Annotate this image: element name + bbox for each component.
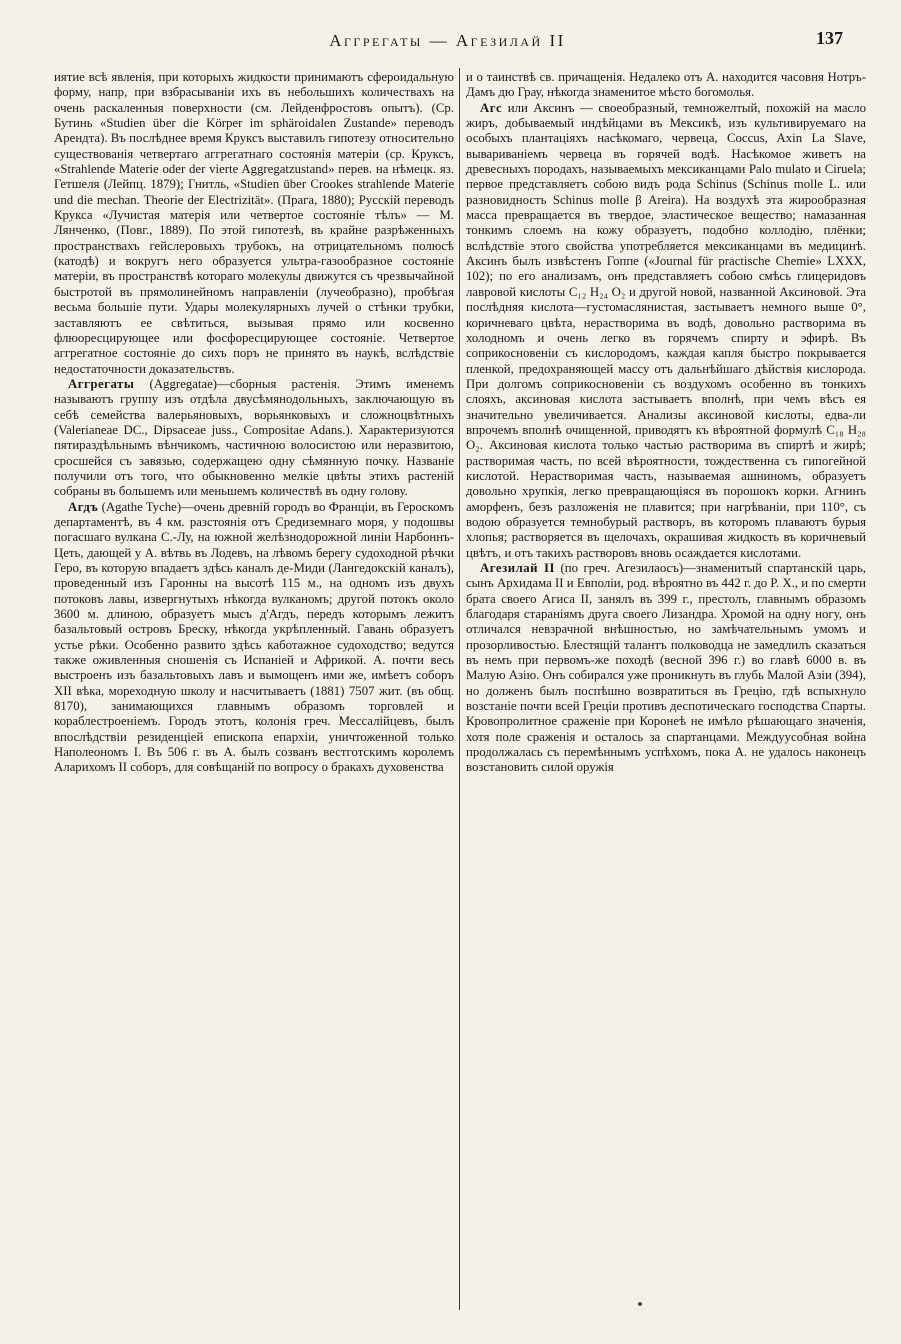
headword: Агс [480,100,503,115]
page-number: 137 [816,28,843,48]
right-column [466,70,866,1320]
page-header [52,24,843,58]
entry-text: (по греч. Агезилаосъ)—знаменитый спартанскій царь, сынъ Архидама II и Евполіи, род. вѣроятно въ 442 г. до Р. Х., и по смерти брата своего Агиса II, занялъ въ 399 г., престолъ, главнымъ образомъ благодаря стараніямъ друга своего Лизандра. Хромой на одну ногу, онъ отличался невзрачной внѣшностью, но замѣчательнымъ умомъ и прозорливостью. Блестящій талантъ полководца не замедлилъ сказаться въ немъ при первомъ-же походѣ (весной 396 г.) во главѣ 6000 в. въ Малую Азію. Онъ собирался уже проникнуть въ глубь Малой Азіи (394), но долженъ былъ поспѣшно возвратиться въ Грецію, гдѣ вспыхнуло возстаніе почти всей Греціи противъ деспотическаго господства Спарты. Кровопролитное сраженіе при Коронеѣ не имѣло рѣшающаго значенія, хотя поле сраженія и осталось за спартанцами. Междуусобная война продолжалась съ перемѣннымъ успѣхомъ, пока А. не удалось наконецъ возстановить силой оружія [466,561,866,775]
headword: Аггрегаты [68,376,135,391]
headword: Агдъ [68,499,99,514]
entry-text: (Agathe Tyche)—очень древній городъ во Франціи, въ Герoскомъ департаментѣ, въ 4 км. разстоянія отъ Средиземнаго моря, у подошвы погасшаго вулкана С.-Лу, на южной желѣзнодорожной линіи Нарбоннъ-Цеть, дающей у А. вѣтвь въ Лодевъ, на лѣвомъ берегу судоходной рѣчки Геро, въ которую впадаетъ здѣсь каналъ де-Миди (Лангедокскій каналъ), проведенный изъ Гаронны на высотѣ 115 м., на одномъ изъ двухъ потоковъ лавы, извергнутыхъ нѣкогда вулканомъ; другой потокъ около 3600 м. длиною, образуетъ мысъ д'Агдъ, передъ которымъ лежитъ базальтовый островъ Бреску, нѣкогда укрѣпленный. Гавань образуетъ устье рѣки. Особенно развито здѣсь каботажное судоходство; ведутся также оживленныя сношенія съ Испаніей и Африкой. А. почти весь выстроенъ изъ базальтовыхъ лавъ и вымощенъ ими же, имѣетъ соборъ XII вѣка, мореходную школу и насчитываетъ (1881) 7507 жит. (въ общ. 8170), занимающихся главнымъ образомъ торговлей и кораблестроеніемъ. Городъ этотъ, колонія греч. Мессалійцевъ, былъ впослѣдствіи резиденціей епископа епархіи, уничтоженной только Наполеономъ I. Въ 506 г. въ А. былъ созванъ вестготскимъ королемъ Аларихомъ II соборъ, для совѣщаній по вопросу о бракахъ духовенства [54,499,454,775]
entry-agde [54,500,454,776]
entry-agesilaus [466,561,866,776]
running-title: Аггрегаты — Агезилай II [329,31,566,50]
left-column [54,70,454,1320]
print-speck [638,1302,642,1306]
paragraph-agde-continued: и о таинствѣ св. причащенія. Недалеко отъ А. находится часовня Нотръ-Дамъ дю Грау, нѣкогда знаменитое мѣсто богомолья. [466,70,866,100]
entry-axin [466,101,866,561]
entry-text: (Aggregatae)—сборныя растенія. Этимъ именемъ называютъ группу изъ отдѣла двусѣмянодольныхъ, заключающую въ себѣ семейства валерьяновыхъ, ворьянковыхъ и сложноцвѣтныхъ (Valerianeae DC., Dipsaceae juss., Compositae Adans.). Характеризуются пятираздѣльнымъ вѣнчикомъ, частичною волосистою или неразвитою, сросшейся съ завязью, содержащею одну сѣмянную почку. Названіе получили отъ того, что обыкновенно мелкіе цвѣты этихъ растеній собраны въ большемъ или меньшемъ количествѣ въ одну голову. [54,376,454,499]
paragraph-aggregate-state-continued: иятие всѣ явленія, при которыхъ жидкости принимаютъ сфероидальную форму, напр, при взбрасываніи ихъ въ небольшихъ количествахъ на очень раскаленныя поверхности (см. Лейденфростовъ опытъ). (Ср. Бутинь «Studien über die Körper im sphäroidalen Zustande» переводъ Арендта). Въ послѣднее время Круксъ выставилъ гипотезу относительно существованія четвертаго аггрегатнаго состоянія матеріи (ср. Круксъ, «Strahlende Materie oder der vierte Aggregatzustand» перев. на нѣмецк. яз. Гетшеля (Лейпц. 1879); Гнитль, «Studien über Crookes strahlende Materie und die mechan. Theorie der Electrizität». (Прага, 1880); Русскій переводъ Крукса «Лучистая матерія или четвертое состояніе тѣлъ» — М. Лянченко, (Повг., 1889). По этой гипотезѣ, въ крайне разрѣженныхъ пространствахъ гейслеровыхъ трубокъ, на отрицательномъ полюсѣ (катодѣ) и вокругъ него образуется ультра-газообразное состояніе матеріи, въ пространствѣ котораго молекулы движутся съ чрезвычайной быстротой въ прямолинейномъ направленіи (лучеобразно), пробѣгая весьма большіе пути. Удары молекулярныхъ лучей о стѣнки трубки, заставляютъ ее свѣтиться, вызывая прямо или косвенно флюоресцирующее или фосфоресцирующее состояніе. Четвертое аггрегатное состояніе до сихъ поръ не принято въ наукѣ, вслѣдствіе недостаточности доказательствъ. [54,70,454,376]
entry-text: или Аксинъ — своеобразный, темножелтый, похожій на масло жиръ, добываемый индѣйцами въ Мексикѣ, изъ культивируемаго на особыхъ плантаціяхъ насѣкомаго, червеца, Coccus, Axin La Slave, вывариваніемъ червеца въ горячей водѣ. Насѣкомое живетъ на древесныхъ породахъ, называемыхъ мексиканцами Palo mulato и Ciruela; первое представляетъ собою видъ рода Schinus (Schinus molle L. или разновидность Schinus molle β Areira). На воздухѣ эта жирообразная масса превращается въ твердое, эластическое вещество; намазанная тонкимъ слоемъ на кожу образуетъ, подобно коллодію, плёнки; вслѣдствіе этого свойства употребляется мексиканцами въ медицинѣ. Аксинъ былъ извѣстенъ Гоппе («Journal für practische Chemie» LXXX, 102); по его анализамъ, онъ представляетъ собою смѣсь глицеридовъ лавровой кислоты C₁₂ H₂₄ O₂ и другой новой, названной Аксиновой. Эта послѣдняя кислота—густомаслянистая, застываетъ немного выше 0°, коричневаго цвѣта, нерастворима въ водѣ, довольно растворима въ холодномъ и очень легко въ горячемъ спирту и эфирѣ. Въ соприкосновеніи съ кислородомъ, каждая капля быстро покрывается пленкой, предохраняющей массу отъ дальнѣйшаго дѣйствія кислорода. При долгомъ соприкосновеніи съ воздухомъ особенно въ тонкихъ слояхъ, аксиновая кислота застываетъ вполнѣ, при чемъ вѣсъ ея значительно увеличивается. Анализы аксиновой кислоты, едва-ли впрочемъ вполнѣ очищенной, приводятъ къ вѣроятной формулѣ C₁₈ H₂₈ O₂. Аксиновая кислота только частью растворима въ спиртѣ и жирѣ; растворимая часть, по всей вѣроятности, тождественна съ гипогейной кислотой. Нерастворимая часть, называемая ашниномъ, образуетъ довольно хрупкія, легко превращающіяся въ порошокъ корки. Агнинъ аморфенъ, безъ разложенія не плавится; при нагрѣваніи, при 110°, съ водою образуется темнобурый растворъ, въ которомъ плаваютъ бурыя хлопья; растворяется въ щелочахъ, окрашивая жидкость въ коричневый цвѣтъ, и отъ такихъ растворовъ вновь осаждается кислотами. [466,100,866,560]
entry-aggregatae [54,377,454,500]
headword: Агезилай II [480,561,556,575]
column-divider [459,68,460,1310]
